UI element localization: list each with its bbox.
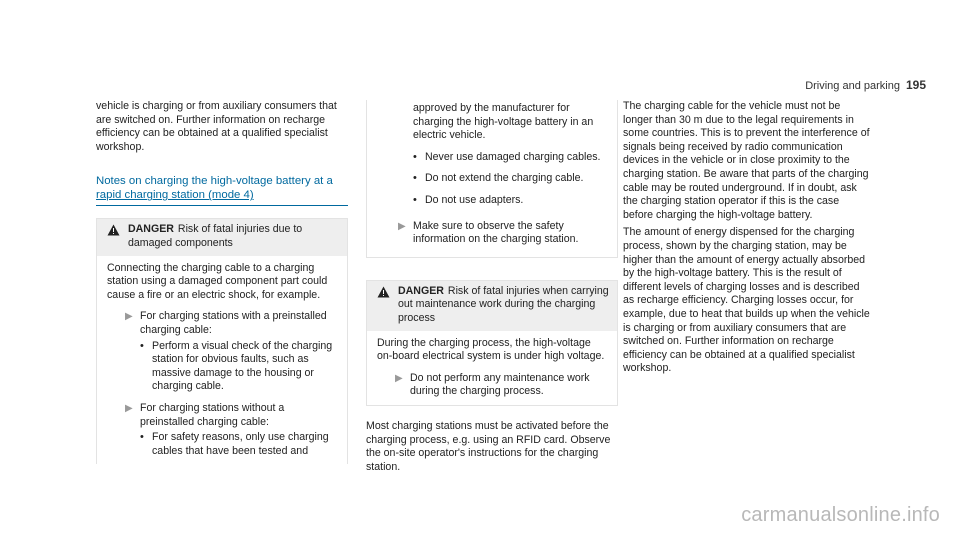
paragraph: The amount of energy dispensed for the charging process, shown by the charging station, may be higher than the amount of energy actually absorbed by the high-voltage battery. This is the result of different levels of charging losses and is described as recharge efficiency. Charging losses occur, for example, due to heat that builds up when the vehicle is charging or from auxiliary consumers that are switched on. Further information on recharge efficiency can be obtained at a qualified specialist workshop.	[623, 226, 870, 375]
danger-text: Risk of fatal injuries when carrying out maintenance work during the charging process	[398, 284, 609, 324]
bullet-icon: •	[413, 150, 417, 163]
section-name: Driving and parking	[805, 80, 900, 92]
action-text: For charging stations with a preinstalled charging cable:	[140, 310, 327, 336]
danger-box-1	[96, 218, 348, 464]
arrow-right-icon: ▶	[398, 220, 406, 232]
danger-header	[97, 219, 347, 255]
continued-text: approved by the manufacturer for charging the high-voltage battery in an electric vehicle.	[413, 102, 594, 142]
danger-text: Risk of fatal injuries due to damaged components	[128, 223, 303, 249]
danger-description: Connecting the charging cable to a charging station using a damaged component part could cause a fire or an electric shock, for example.	[107, 261, 328, 301]
danger-box-2	[366, 280, 618, 406]
danger-description: During the charging process, the high-voltage on-board electrical system is under high voltage.	[377, 336, 605, 363]
list-item: • For safety reasons, only use charging cables that have been tested and	[140, 431, 329, 457]
warning-triangle-icon	[107, 223, 123, 250]
arrow-right-icon: ▶	[125, 402, 133, 414]
bullet-icon: •	[413, 172, 417, 185]
watermark: carmanualsonline.info	[741, 504, 940, 526]
action-text: Make sure to observe the safety information on the charging station.	[413, 219, 579, 246]
list-item: • Never use damaged charging cables.	[413, 150, 601, 163]
column-3	[623, 100, 871, 380]
paragraph: The charging cable for the vehicle must not be longer than 30 m due to the legal requirements in some countries. This is to prevent the interference of signals being received by radio communication devices in the vehicle or in close proximity to the charging station. Be aware that parts of the charging cable may be routed underground. If in doubt, ask the charging station operator if this is the case before charging the high-voltage battery.	[623, 100, 870, 221]
action-step	[380, 220, 609, 247]
bullet-icon: •	[413, 193, 417, 206]
arrow-right-icon: ▶	[125, 311, 133, 323]
action-text: Do not perform any maintenance work during the charging process.	[410, 371, 590, 398]
section-title-line-1: Notes on charging the high-voltage battery at a	[96, 175, 333, 188]
danger-header	[367, 281, 617, 331]
list-item: • Do not extend the charging cable.	[413, 172, 584, 185]
section-title-line-2[interactable]: rapid charging station (mode 4)	[96, 189, 254, 202]
warning-triangle-icon	[377, 285, 393, 326]
column-2	[366, 100, 618, 482]
list-item: • Perform a visual check of the charging station for obvious faults, such as massive damage to the housing or charging cable.	[140, 339, 333, 393]
action-step	[107, 310, 339, 394]
danger-body	[97, 256, 347, 465]
danger-label: DANGER	[128, 223, 174, 236]
bullet-icon: •	[140, 339, 144, 352]
danger-body	[367, 331, 617, 405]
page-header	[805, 78, 926, 92]
danger-box-continued	[366, 100, 618, 258]
arrow-right-icon: ▶	[395, 372, 403, 384]
list-item: • Do not use adapters.	[413, 193, 524, 206]
action-step	[107, 402, 339, 458]
page-number: 195	[905, 78, 926, 92]
danger-label: DANGER	[398, 284, 444, 297]
section-title[interactable]	[96, 174, 348, 206]
action-text: For charging stations without a preinstalled charging cable:	[140, 401, 285, 428]
paragraph: Most charging stations must be activated before the charging process, e.g. using an RFID card. Observe the on-site operator's instructions for the charging station.	[366, 419, 611, 473]
bullet-icon: •	[140, 431, 144, 444]
intro-paragraph: vehicle is charging or from auxiliary consumers that are switched on. Further information on recharge efficiency can be obtained at a qualified specialist workshop.	[96, 100, 337, 153]
column-1	[96, 100, 348, 464]
action-step	[377, 372, 609, 399]
